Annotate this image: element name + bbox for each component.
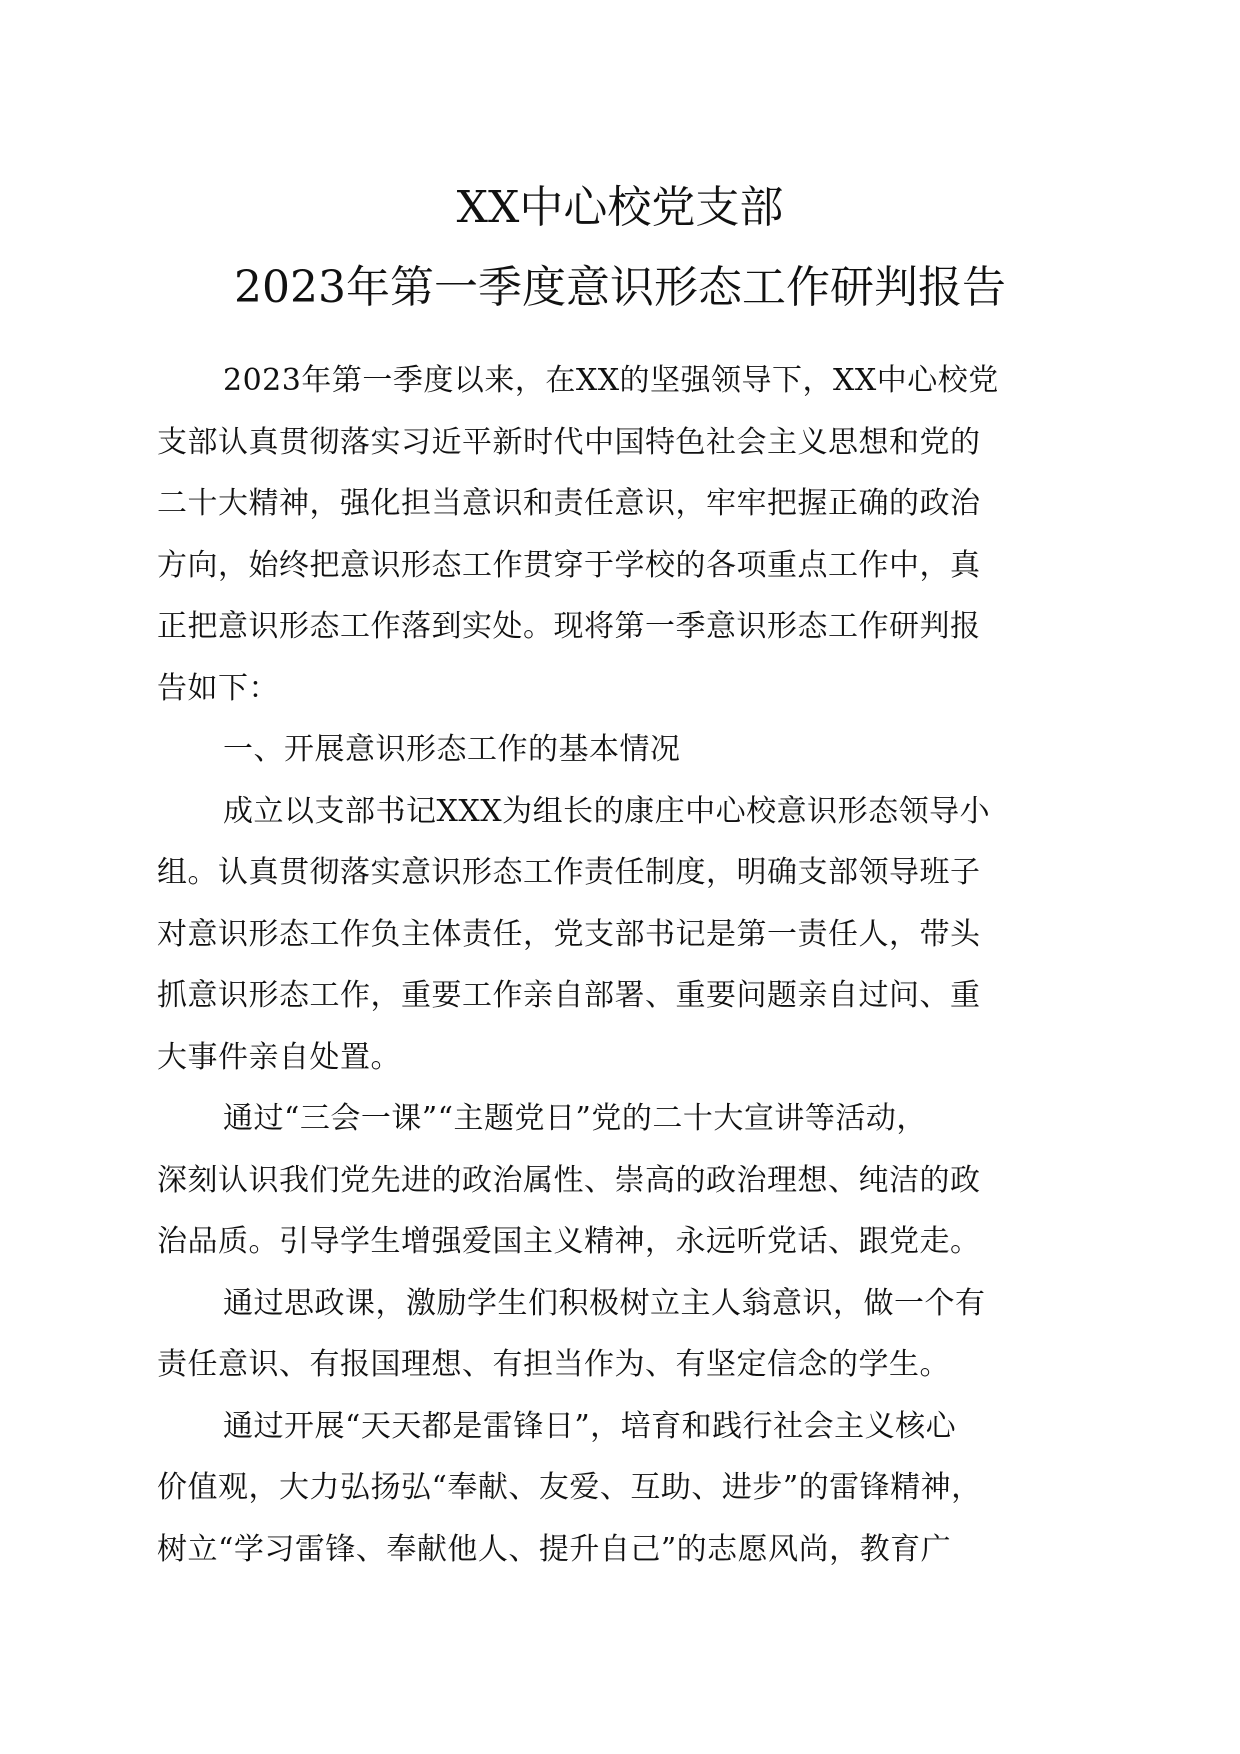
- paragraph-line: 对意识形态工作负主体责任，党支部书记是第一责任人，带头: [157, 916, 981, 952]
- paragraph-line: 成立以支部书记XXX为组长的康庄中心校意识形态领导小: [223, 793, 991, 829]
- paragraph-line: 通过开展“天天都是雷锋日”，培育和践行社会主义核心: [223, 1408, 957, 1444]
- paragraph-line: 2023年第一季度以来，在XX的坚强领导下，XX中心校党: [223, 363, 999, 398]
- paragraph-line: 价值观，大力弘扬弘“奉献、友爱、互助、进步”的雷锋精神，: [157, 1470, 982, 1505]
- document-title-line-2: 2023年第一季度意识形态工作研判报告: [234, 262, 1006, 313]
- paragraph-line: 方向，始终把意识形态工作贯穿于学校的各项重点工作中，真: [157, 547, 981, 583]
- document-title-line-1: XX中心校党支部: [456, 182, 784, 233]
- paragraph-line: 正把意识形态工作落到实处。现将第一季意识形态工作研判报: [157, 609, 981, 644]
- paragraph-line: 通过思政课，激励学生们积极树立主人翁意识，做一个有: [223, 1285, 986, 1321]
- paragraph-line: 支部认真贯彻落实习近平新时代中国特色社会主义思想和党的: [157, 424, 981, 460]
- document-body: [157, 350, 1087, 1580]
- paragraph-line: 大事件亲自处置。: [157, 1039, 401, 1075]
- paragraph-line: 深刻认识我们党先进的政治属性、崇高的政治理想、纯洁的政: [157, 1162, 981, 1198]
- paragraph-line: 组。认真贯彻落实意识形态工作责任制度，明确支部领导班子: [157, 855, 981, 890]
- paragraph-line: 树立“学习雷锋、奉献他人、提升自己”的志愿风尚，教育广: [157, 1531, 952, 1567]
- paragraph-line: 告如下：: [157, 670, 279, 706]
- paragraph-line: 抓意识形态工作，重要工作亲自部署、重要问题亲自过问、重: [157, 978, 981, 1013]
- paragraph-line: 责任意识、有报国理想、有担当作为、有坚定信念的学生。: [157, 1347, 950, 1382]
- paragraph-line: 二十大精神，强化担当意识和责任意识，牢牢把握正确的政治: [157, 486, 981, 521]
- paragraph-line: 治品质。引导学生增强爱国主义精神，永远听党话、跟党走。: [157, 1224, 981, 1259]
- section-heading: 一、开展意识形态工作的基本情况: [223, 732, 681, 767]
- paragraph-line: 通过“三会一课”“主题党日”党的二十大宣讲等活动，: [223, 1101, 927, 1136]
